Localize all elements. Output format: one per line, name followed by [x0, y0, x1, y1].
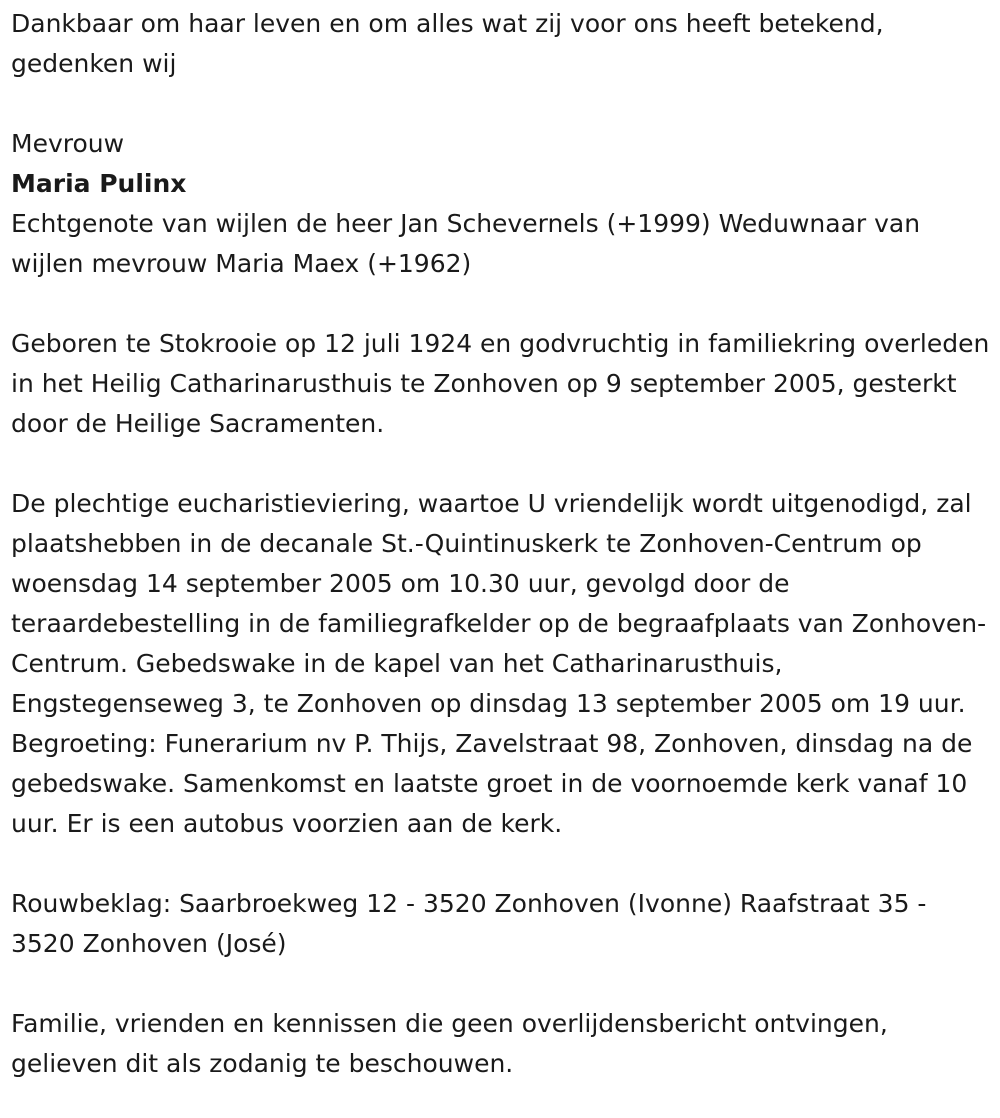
- intro-text: Dankbaar om haar leven en om alles wat zij voor ons heeft betekend, gedenken wij: [11, 9, 884, 78]
- deceased-name: Maria Pulinx: [11, 169, 187, 198]
- spacer: [11, 964, 990, 1004]
- condolence-text: Rouwbeklag: Saarbroekweg 12 - 3520 Zonhoven (Ivonne) Raafstraat 35 - 3520 Zonhoven (José): [11, 889, 927, 958]
- birth-death-text: Geboren te Stokrooie op 12 juli 1924 en godvruchtig in familiekring overleden in het Heilig Catharinarusthuis te Zonhoven op 9 september 2005, gesterkt door de Heilige Sacramenten.: [11, 329, 990, 438]
- relation-text: Echtgenote van wijlen de heer Jan Schevernels (+1999) Weduwnaar van wijlen mevrouw Maria Maex (+1962): [11, 209, 921, 278]
- spacer: [11, 84, 990, 124]
- ceremony-text: De plechtige eucharistieviering, waartoe U vriendelijk wordt uitgenodigd, zal plaatshebben in de decanale St.-Quintinuskerk te Zonhoven-Centrum op woensdag 14 september 2005 om 10.30 uur, gevolgd door de teraardebestelling in de familiegrafkelder op de begraafplaats van Zonhoven-Centrum. Gebedswake in de kapel van het Catharinarusthuis, Engstegenseweg 3, te Zonhoven op dinsdag 13 september 2005 om 19 uur. Begroeting: Funerarium nv P. Thijs, Zavelstraat 98, Zonhoven, dinsdag na de gebedswake. Samenkomst en laatste groet in de voornoemde kerk vanaf 10 uur. Er is een autobus voorzien aan de kerk.: [11, 489, 987, 838]
- spacer: [11, 844, 990, 884]
- spacer: [11, 444, 990, 484]
- spacer: [11, 284, 990, 324]
- closing-text: Familie, vrienden en kennissen die geen overlijdensbericht ontvingen, gelieven dit als zodanig te beschouwen.: [11, 1009, 888, 1078]
- salutation: Mevrouw: [11, 129, 125, 158]
